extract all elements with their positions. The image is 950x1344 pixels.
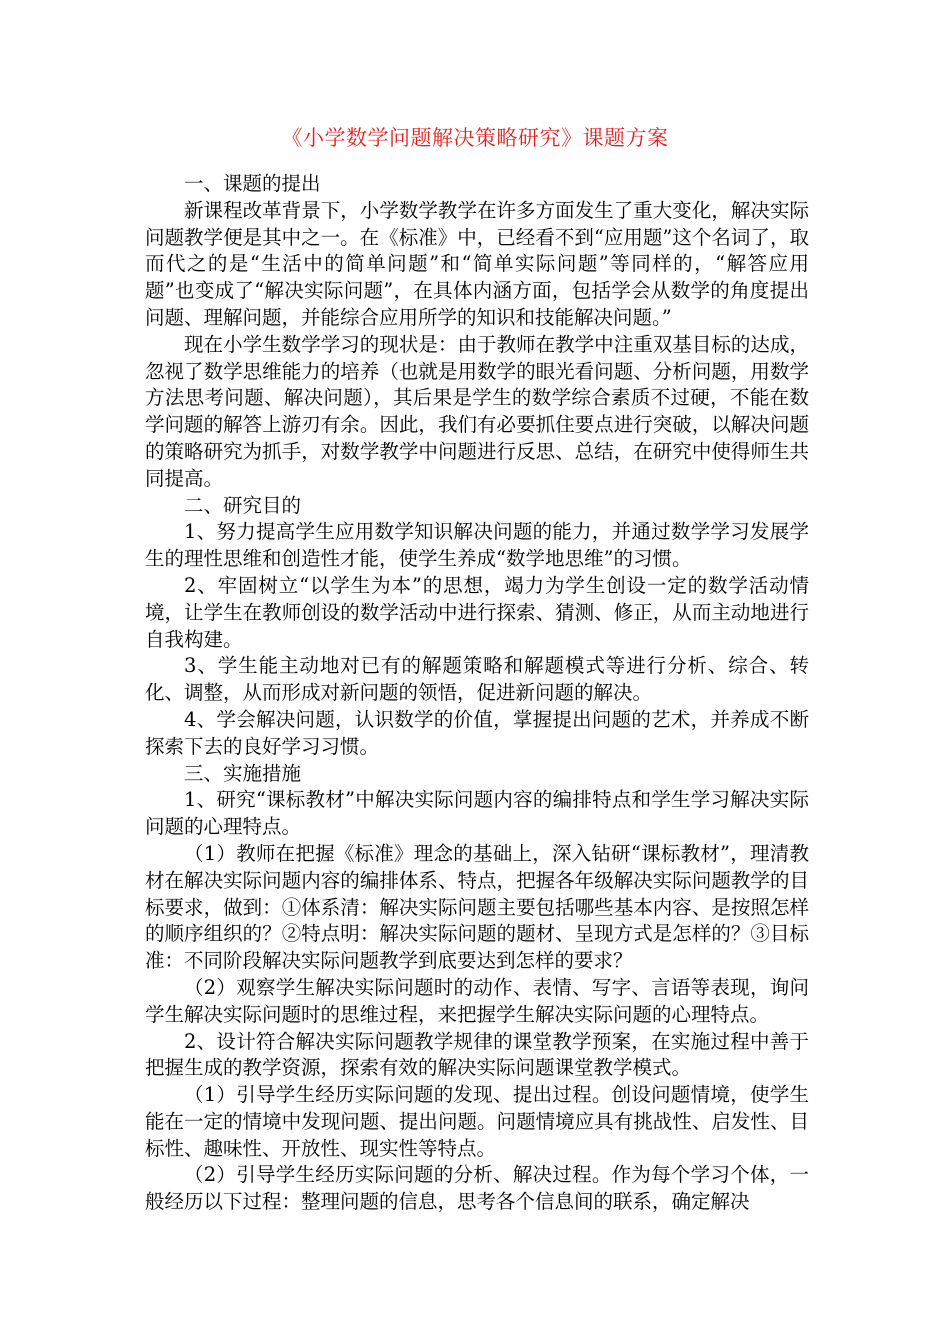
paragraph: 新课程改革背景下，小学数学教学在许多方面发生了重大变化，解决实际问题教学便是其中之一。在《标准》中，已经看不到“应用题”这个名词了，取而代之的是“生活中的简单问题”和“简单实际问题”等同样的，“解答应用题”也变成了“解决实际问题”，在具体内涵方面，包括学会从数学的角度提出问题、理解问题，并能综合应用所学的知识和技能解决问题。”: [145, 198, 809, 329]
paragraph: 1、研究“课标教材”中解决实际问题内容的编排特点和学生学习解决实际问题的心理特点。: [145, 788, 809, 839]
paragraph: （2）引导学生经历实际问题的分析、解决过程。作为每个学习个体，一般经历以下过程：整理问题的信息，思考各个信息间的联系，确定解决: [145, 1163, 809, 1214]
paragraph: 2、牢固树立“以学生为本”的思想，竭力为学生创设一定的数学活动情境，让学生在教师创设的数学活动中进行探索、猜测、修正，从而主动地进行自我构建。: [145, 573, 809, 651]
paragraph: 现在小学生数学学习的现状是：由于教师在教学中注重双基目标的达成，忽视了数学思维能力的培养（也就是用数学的眼光看问题、分析问题，用数学方法思考问题、解决问题），其后果是学生的数学综合素质不过硬，不能在数学问题的解答上游刃有余。因此，我们有必要抓住要点进行突破，以解决问题的策略研究为抓手，对数学教学中问题进行反思、总结，在研究中使得师生共同提高。: [145, 332, 809, 490]
paragraph: 4、学会解决问题，认识数学的价值，掌握提出问题的艺术，并养成不断探索下去的良好学习习惯。: [145, 707, 809, 758]
paragraph: 2、设计符合解决实际问题教学规律的课堂教学预案，在实施过程中善于把握生成的教学资源，探索有效的解决实际问题课堂教学模式。: [145, 1029, 809, 1080]
section-heading: 二、研究目的: [184, 493, 302, 517]
paragraph: （1）教师在把握《标准》理念的基础上，深入钻研“课标教材”，理清教材在解决实际问题内容的编排体系、特点，把握各年级解决实际问题教学的目标要求，做到：①体系清：解决实际问题主要包括哪些基本内容、是按照怎样的顺序组织的？②特点明：解决实际问题的题材、呈现方式是怎样的？③目标准：不同阶段解决实际问题教学到底要达到怎样的要求？: [145, 841, 809, 973]
section-heading: 一、课题的提出: [184, 172, 321, 195]
section-heading: 三、实施措施: [184, 761, 302, 785]
paragraph: （1）引导学生经历实际问题的发现、提出过程。创设问题情境，使学生能在一定的情境中发现问题、提出问题。问题情境应具有挑战性、启发性、目标性、趣味性、开放性、现实性等特点。: [145, 1083, 809, 1160]
paragraph: 3、学生能主动地对已有的解题策略和解题模式等进行分析、综合、转化、调整，从而形成对新问题的领悟，促进新问题的解决。: [145, 654, 809, 705]
paragraph: 1、努力提高学生应用数学知识解决问题的能力，并通过数学学习发展学生的理性思维和创造性才能，使学生养成“数学地思维”的习惯。: [145, 520, 809, 571]
document-title: 《小学数学问题解决策略研究》课题方案: [281, 126, 669, 150]
paragraph: （2）观察学生解决实际问题时的动作、表情、写字、言语等表现，询问学生解决实际问题时的思维过程，来把握学生解决实际问题的心理特点。: [145, 975, 809, 1026]
document-body: [145, 171, 809, 1216]
